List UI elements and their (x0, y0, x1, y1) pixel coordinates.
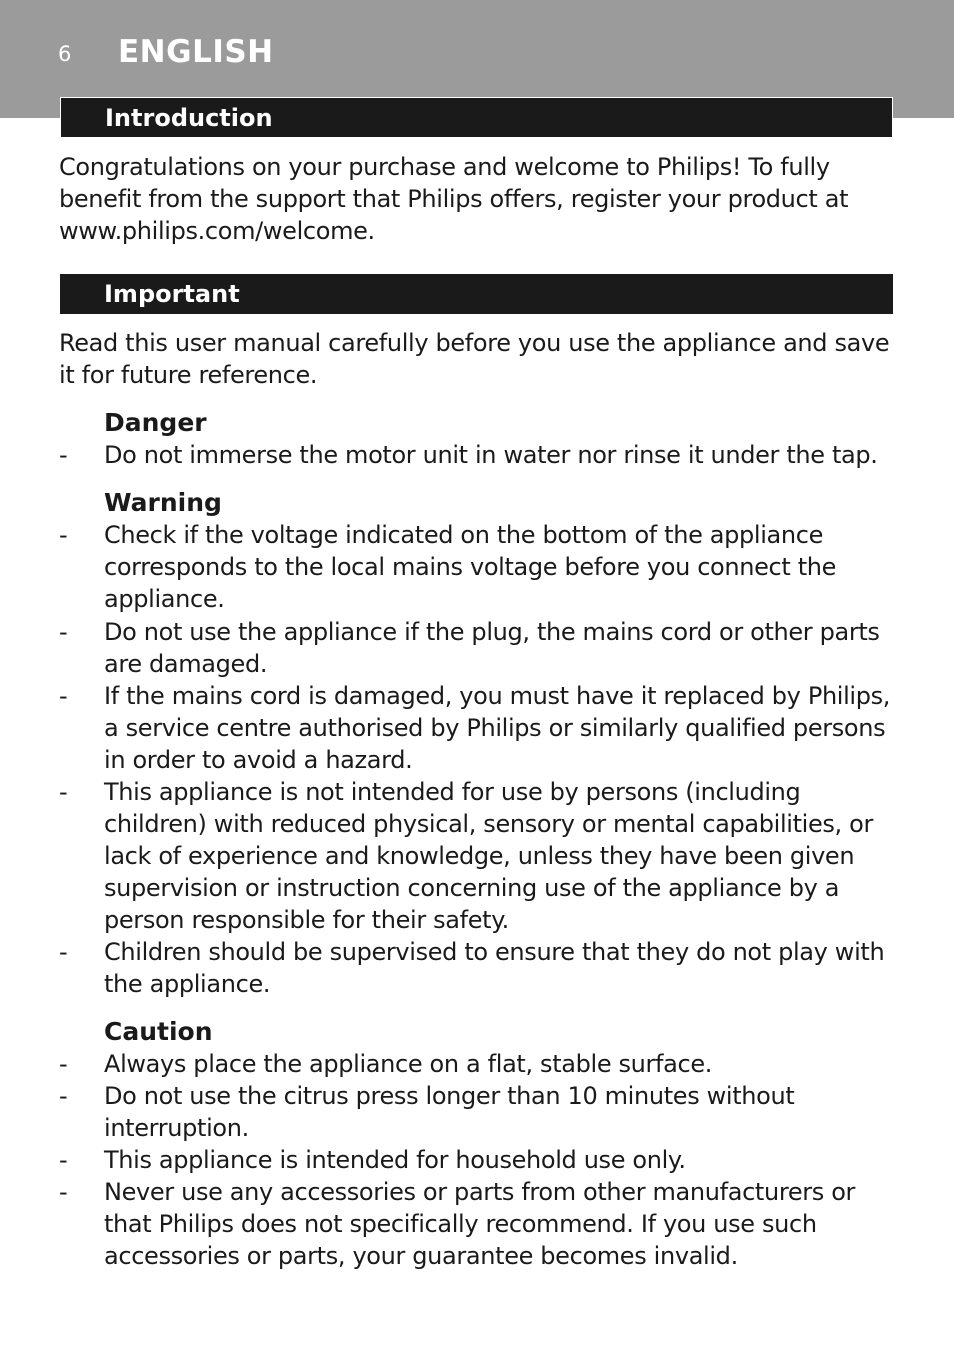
warning-item-text: Do not use the appliance if the plug, the mains cord or other parts are damaged. (104, 618, 880, 678)
caution-item-text: Do not use the citrus press longer than 10 minutes without interruption. (104, 1082, 795, 1142)
caution-item (59, 1176, 899, 1272)
language-title: ENGLISH (118, 34, 274, 70)
bullet-dash: - (59, 1146, 68, 1174)
introduction-heading-bar (60, 97, 893, 138)
danger-item-text: Do not immerse the motor unit in water nor rinse it under the tap. (104, 441, 878, 469)
bullet-dash: - (59, 938, 68, 966)
caution-item (59, 1080, 899, 1144)
important-text: Read this user manual carefully before you use the appliance and save it for future reference. (59, 329, 890, 389)
page-number: 6 (58, 42, 72, 66)
warning-item (59, 616, 899, 680)
bullet-dash: - (59, 682, 68, 710)
caution-item-text: This appliance is intended for household use only. (104, 1146, 686, 1174)
warning-heading: Warning (104, 488, 222, 517)
bullet-dash: - (59, 778, 68, 806)
important-heading: Important (104, 280, 240, 308)
caution-heading: Caution (104, 1017, 213, 1046)
bullet-dash: - (59, 441, 68, 469)
warning-item-text: If the mains cord is damaged, you must have it replaced by Philips, a service centre authorised by Philips or similarly qualified persons in order to avoid a hazard. (104, 682, 891, 774)
bullet-dash: - (59, 618, 68, 646)
caution-item-text: Always place the appliance on a flat, stable surface. (104, 1050, 713, 1078)
bullet-dash: - (59, 521, 68, 549)
important-heading-bar (60, 274, 893, 314)
danger-item (59, 439, 899, 471)
caution-item (59, 1144, 899, 1176)
introduction-heading: Introduction (105, 104, 273, 132)
introduction-text: Congratulations on your purchase and welcome to Philips! To fully benefit from the support that Philips offers, register your product at www.philips.com/welcome. (59, 153, 849, 245)
danger-heading: Danger (104, 408, 207, 437)
bullet-dash: - (59, 1050, 68, 1078)
bullet-dash: - (59, 1178, 68, 1206)
warning-item (59, 519, 899, 615)
warning-item (59, 776, 899, 936)
bullet-dash: - (59, 1082, 68, 1110)
warning-item (59, 680, 899, 776)
warning-item-text: Children should be supervised to ensure that they do not play with the appliance. (104, 938, 885, 998)
warning-item-text: Check if the voltage indicated on the bottom of the appliance corresponds to the local mains voltage before you connect the appliance. (104, 521, 837, 613)
warning-item (59, 936, 899, 1000)
caution-item (59, 1048, 899, 1080)
caution-item-text: Never use any accessories or parts from other manufacturers or that Philips does not specifically recommend. If you use such accessories or parts, your guarantee becomes invalid. (104, 1178, 856, 1270)
warning-item-text: This appliance is not intended for use by persons (including children) with reduced physical, sensory or mental capabilities, or lack of experience and knowledge, unless they have been given supervision or instruction concerning use of the appliance by a person responsible for their safety. (104, 778, 873, 934)
